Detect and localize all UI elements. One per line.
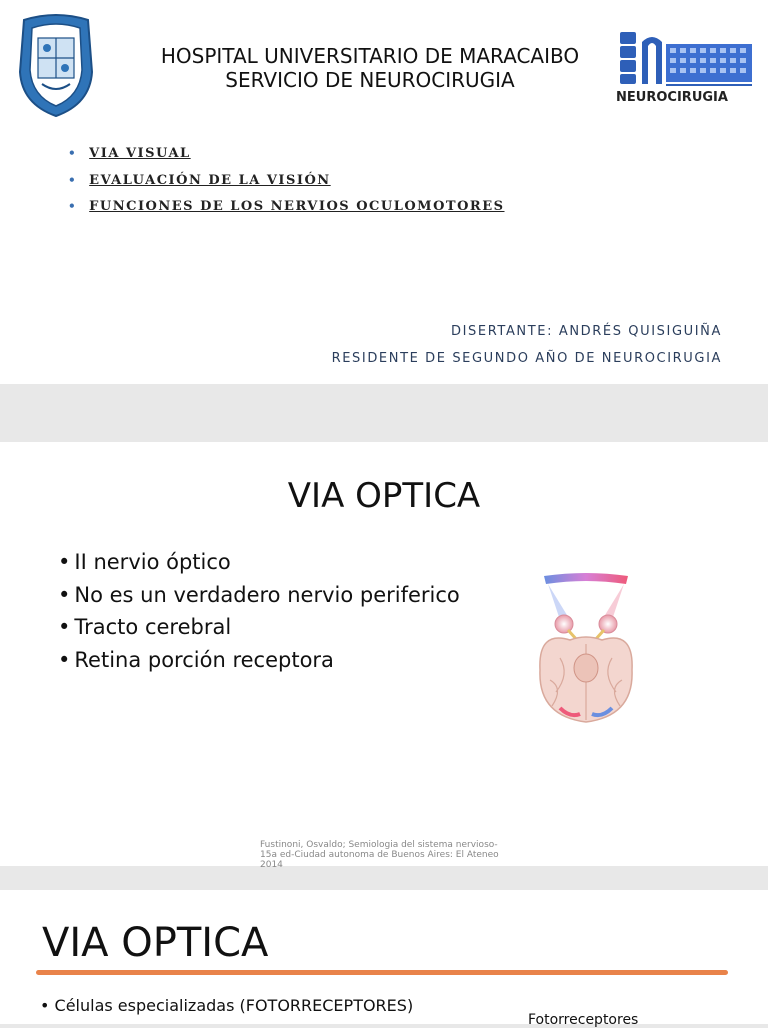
topic-item: • VIA VISUAL: [68, 146, 191, 161]
slide-via-optica-2: [0, 890, 768, 1028]
presenter-name: DISERTANTE: ANDRÉS QUISIGUIÑA: [451, 324, 722, 339]
topic-item: • FUNCIONES DE LOS NERVIOS OCULOMOTORES: [68, 199, 505, 214]
slide-title: VIA OPTICA: [287, 476, 481, 516]
topic-item: • EVALUACIÓN DE LA VISIÓN: [68, 172, 331, 188]
hospital-header: [120, 44, 620, 92]
citation-text: Fustinoni, Osvaldo; Semiologia del sistema nervioso-15a ed-Ciudad autonoma de Buenos Aires: El Ateneo 2014: [260, 840, 499, 870]
sahum-hospital-logo-icon: [618, 28, 754, 88]
title-underline: [36, 970, 728, 975]
bullet-list: [58, 546, 460, 676]
bullet-item: • II nervio óptico: [58, 550, 231, 574]
slide-title: [0, 0, 768, 384]
presenter-role: RESIDENTE DE SEGUNDO AÑO DE NEUROCIRUGIA: [331, 351, 722, 366]
slide-via-optica: [0, 442, 768, 870]
bullet-text: Células especializadas (FOTORRECEPTORES): [54, 996, 414, 1015]
bullet-text: Retina porción receptora: [74, 647, 334, 672]
topic-label: FUNCIONES DE LOS NERVIOS OCULOMOTORES: [89, 199, 505, 214]
slide-title: VIA OPTICA: [42, 920, 269, 966]
logo-label: NEUROCIRUGIA: [616, 90, 728, 105]
presenter-block: [332, 318, 722, 372]
header-line-2: SERVICIO DE NEUROCIRUGIA: [225, 68, 515, 92]
topic-label: VIA VISUAL: [89, 146, 191, 161]
bullet-item: • No es un verdadero nervio periferico: [58, 582, 460, 607]
topic-label: EVALUACIÓN DE LA VISIÓN: [89, 172, 331, 188]
university-crest-icon: [14, 12, 98, 118]
header-line-1: HOSPITAL UNIVERSITARIO DE MARACAIBO: [160, 44, 580, 68]
optic-pathway-brain-illustration: [530, 570, 642, 726]
bullet-item: • Retina porción receptora: [58, 647, 334, 672]
bullet-text: II nervio óptico: [74, 550, 231, 574]
topic-list: [68, 140, 505, 220]
bullet-text: No es un verdadero nervio periferico: [74, 582, 460, 607]
bullet-text: Tracto cerebral: [74, 615, 232, 639]
side-label: Fotorreceptores: [528, 1012, 639, 1028]
bullet-item: • Tracto cerebral: [58, 615, 232, 639]
bullet-item: • Células especializadas (FOTORRECEPTORES): [40, 996, 414, 1015]
